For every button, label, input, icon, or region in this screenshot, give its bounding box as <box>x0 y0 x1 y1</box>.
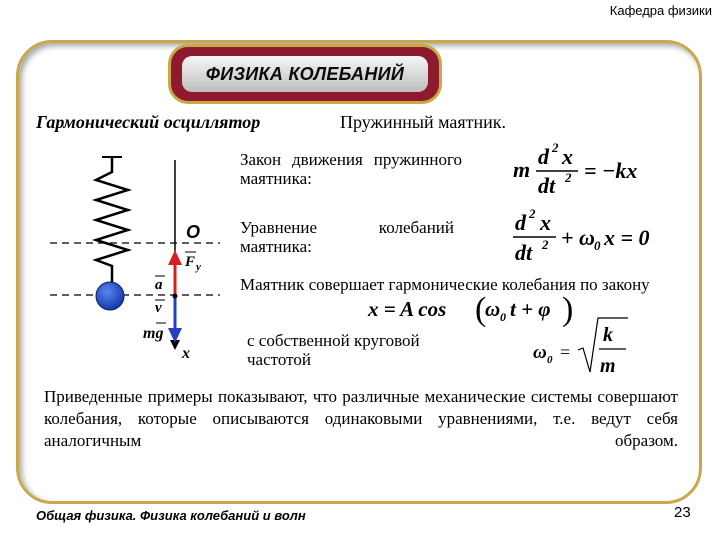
section-title: Гармонический осциллятор <box>36 112 261 132</box>
svg-text:d: d <box>538 144 549 169</box>
harmonic-text <box>240 275 680 294</box>
motion-law-text: Закон движения пружинного маятника: <box>240 150 462 188</box>
force-arrowhead <box>168 250 182 265</box>
accel-label: a <box>155 277 163 293</box>
svg-text:(: ( <box>475 291 487 328</box>
force-label: F <box>185 254 196 270</box>
svg-text:ω: ω <box>485 297 501 321</box>
subsection-title: Пружинный маятник. <box>340 112 506 132</box>
svg-text:=: = <box>560 342 571 362</box>
svg-text:0: 0 <box>547 354 553 366</box>
svg-text:): ) <box>562 291 574 328</box>
svg-text:0: 0 <box>500 310 506 324</box>
force-subscript: y <box>196 261 201 273</box>
spring <box>96 157 128 286</box>
svg-text:d: d <box>515 210 526 235</box>
svg-text:m: m <box>600 355 616 377</box>
conclusion-paragraph: Приведенные примеры показывают, что различные механические системы совершают колебания, которые описываются одинаковыми уравнениями, т.е. ведут себя аналогичным образом. <box>44 387 678 450</box>
svg-text:+ ω: + ω <box>561 225 595 250</box>
svg-text:2: 2 <box>565 170 572 185</box>
frequency-text: с собственной круговой частотой <box>247 331 420 369</box>
oscillation-eq-text: Уравнение колебаний маятника: <box>240 218 454 256</box>
svg-text:m: m <box>513 157 531 182</box>
harmonic-law-equation <box>367 291 573 328</box>
svg-text:x: x <box>562 144 573 169</box>
origin-label: O <box>186 222 201 242</box>
svg-text:2: 2 <box>529 206 536 221</box>
svg-text:x = 0: x = 0 <box>604 225 650 250</box>
svg-text:t + φ: t + φ <box>510 297 551 321</box>
department-label: Кафедра физики <box>609 3 712 18</box>
footer-course-title: Общая физика. Физика колебаний и волн <box>36 508 306 523</box>
slide-title: ФИЗИКА КОЛЕБАНИЙ <box>182 56 428 92</box>
svg-text:2: 2 <box>542 237 549 252</box>
svg-text:0: 0 <box>594 238 601 253</box>
page-number: 23 <box>674 504 691 521</box>
gravity-arrowhead <box>168 328 182 343</box>
attachment-point <box>173 294 178 299</box>
gravity-label: mg <box>143 325 164 342</box>
svg-text:x = A cos: x = A cos <box>368 297 447 321</box>
svg-text:= −kx: = −kx <box>584 158 638 183</box>
velocity-label: v <box>155 300 162 316</box>
harmonic-line: Маятник совершает гармонические колебания по закону <box>240 275 650 294</box>
pendulum-ball <box>96 282 124 310</box>
svg-text:x: x <box>540 210 551 235</box>
axis-label: x <box>182 345 190 362</box>
svg-text:ω: ω <box>533 342 547 363</box>
motion-law-equation <box>513 140 637 198</box>
oscillation-equation <box>513 206 650 265</box>
svg-text:k: k <box>603 324 613 346</box>
svg-text:dt: dt <box>515 240 533 265</box>
svg-text:2: 2 <box>552 140 559 155</box>
natural-frequency-equation <box>533 318 628 377</box>
svg-text:dt: dt <box>538 173 556 198</box>
